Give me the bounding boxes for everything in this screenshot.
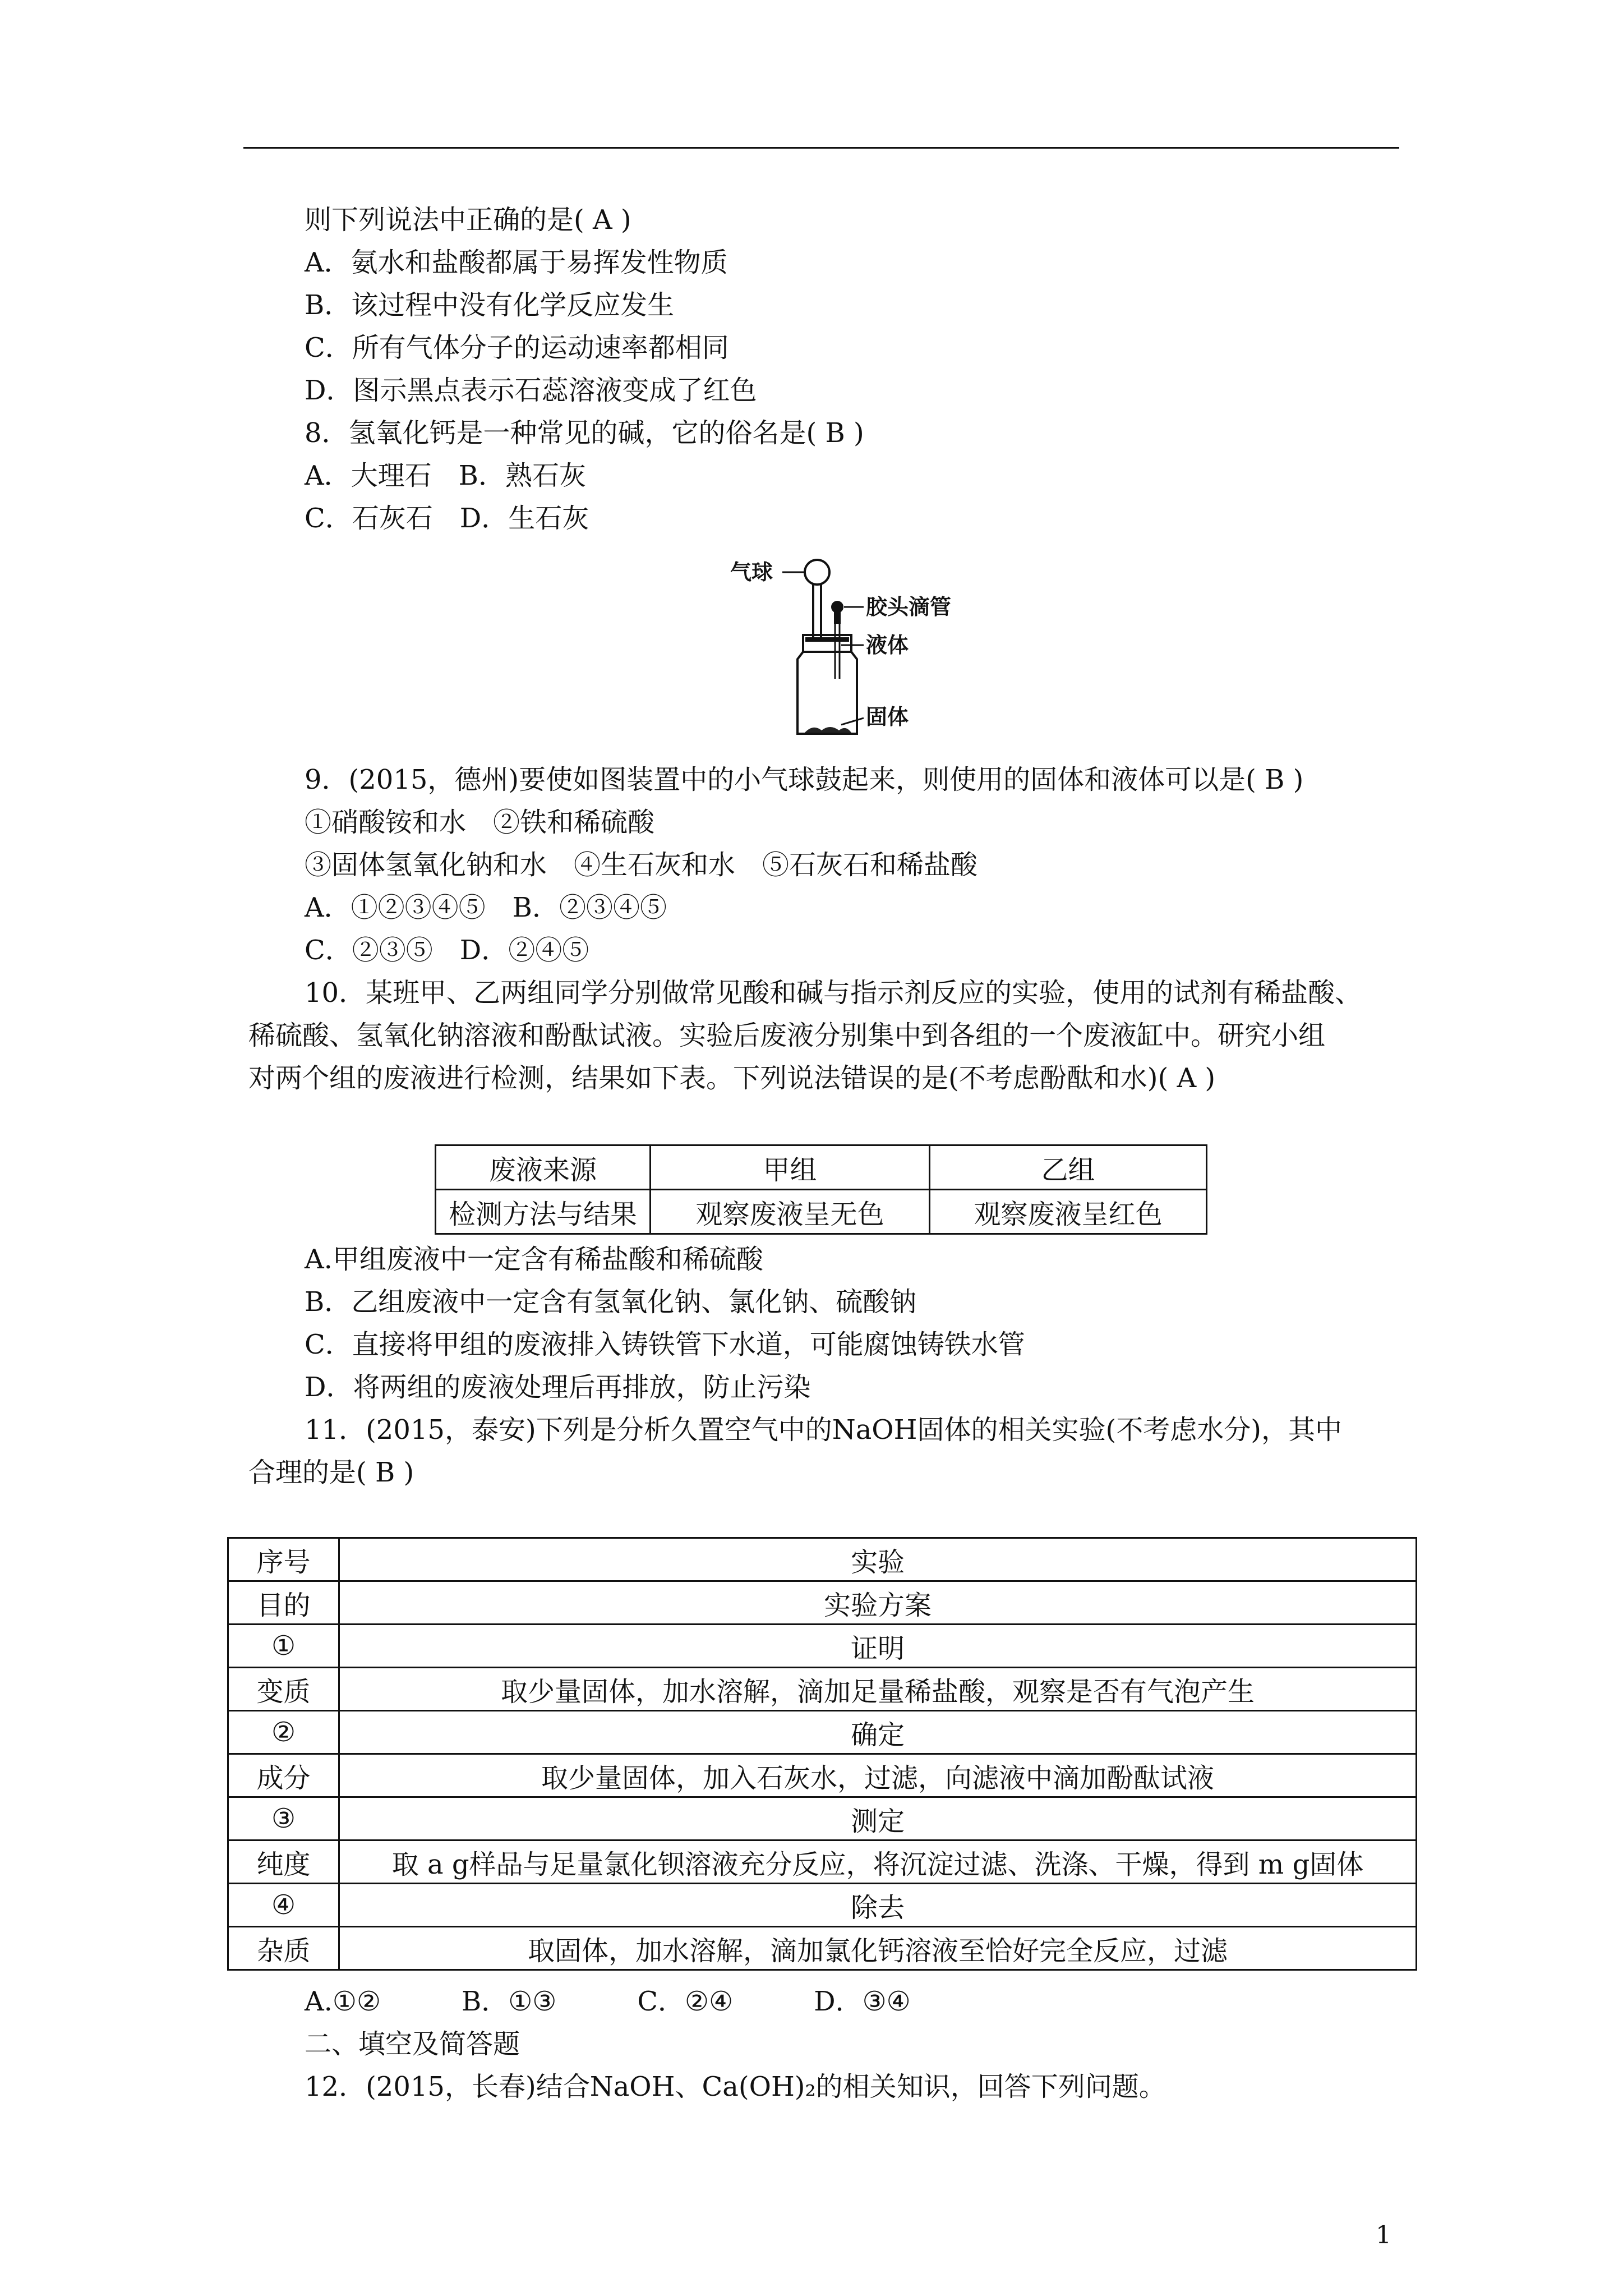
- q7-option-d: D．图示黑点表示石蕊溶液变成了红色: [305, 375, 757, 406]
- header-rule: [243, 147, 1399, 149]
- q7-option-a: A．氨水和盐酸都属于易挥发性物质: [305, 247, 728, 278]
- q8-options-cd: C．石灰石 D．生石灰: [305, 503, 589, 534]
- waste-liquid-table: [435, 1144, 1207, 1235]
- table-cell: 测定: [339, 1797, 1417, 1841]
- q11-stem-line1: 11．(2015，泰安)下列是分析久置空气中的NaOH固体的相关实验(不考虑水分)，其中: [305, 1414, 1342, 1446]
- table-cell: 除去: [339, 1884, 1417, 1927]
- table-row: [228, 1927, 1417, 1970]
- apparatus-figure: [729, 555, 970, 740]
- q9-stem: 9．(2015，德州)要使如图装置中的小气球鼓起来，则使用的固体和液体可以是( B ): [305, 764, 1304, 795]
- q10-option-a: A.甲组废液中一定含有稀盐酸和稀硫酸: [305, 1244, 763, 1275]
- table-cell: ②: [228, 1711, 339, 1754]
- table-cell: ③: [228, 1797, 339, 1841]
- experiment-table: [227, 1537, 1417, 1971]
- table-row: [228, 1884, 1417, 1927]
- table-cell: ④: [228, 1884, 339, 1927]
- table-row: [228, 1754, 1417, 1797]
- table-row: [228, 1841, 1417, 1884]
- label-solid: 固体: [866, 705, 909, 729]
- table-cell: 证明: [339, 1625, 1417, 1668]
- q7-stem: 则下列说法中正确的是( A ): [305, 204, 631, 236]
- q8-stem: 8．氢氧化钙是一种常见的碱，它的俗名是( B ): [305, 417, 864, 449]
- table-cell: 成分: [228, 1754, 339, 1797]
- q9-options-cd: C．②③⑤ D．②④⑤: [305, 935, 589, 966]
- label-balloon: 气球: [730, 560, 773, 585]
- table-cell: 取少量固体，加入石灰水，过滤，向滤液中滴加酚酞试液: [339, 1754, 1417, 1797]
- page-number: 1: [1376, 2221, 1391, 2249]
- table-cell: 废液来源: [436, 1145, 651, 1190]
- table-cell: 实验方案: [339, 1581, 1417, 1625]
- q9-choices-line1: ①硝酸铵和水 ②铁和稀硫酸: [305, 807, 655, 838]
- table-row: [228, 1581, 1417, 1625]
- table-row: [436, 1190, 1207, 1234]
- section-heading: 二、填空及简答题: [305, 2028, 520, 2060]
- q11-stem-line2: 合理的是( B ): [248, 1457, 414, 1488]
- q7-option-b: B．该过程中没有化学反应发生: [305, 289, 675, 321]
- table-cell: 确定: [339, 1711, 1417, 1754]
- q10-option-d: D．将两组的废液处理后再排放，防止污染: [305, 1372, 811, 1403]
- q10-stem-line1: 10．某班甲、乙两组同学分别做常见酸和碱与指示剂反应的实验，使用的试剂有稀盐酸、: [305, 977, 1362, 1009]
- q10-stem-line2: 稀硫酸、氢氧化钠溶液和酚酞试液。实验后废液分别集中到各组的一个废液缸中。研究小组: [248, 1020, 1326, 1051]
- table-row: [228, 1625, 1417, 1668]
- q10-stem-line3: 对两个组的废液进行检测，结果如下表。下列说法错误的是(不考虑酚酞和水)( A ): [248, 1062, 1216, 1094]
- q10-option-b: B．乙组废液中一定含有氢氧化钠、氯化钠、硫酸钠: [305, 1286, 917, 1318]
- table-row: [228, 1668, 1417, 1711]
- q7-option-c: C．所有气体分子的运动速率都相同: [305, 332, 729, 364]
- table-cell: 杂质: [228, 1927, 339, 1970]
- q9-choices-line2: ③固体氢氧化钠和水 ④生石灰和水 ⑤石灰石和稀盐酸: [305, 849, 978, 881]
- q12-stem: 12．(2015，长春)结合NaOH、Ca(OH)₂的相关知识，回答下列问题。: [305, 2071, 1166, 2102]
- table-cell: 观察废液呈无色: [651, 1190, 930, 1234]
- table-cell: 甲组: [651, 1145, 930, 1190]
- table-cell: 检测方法与结果: [436, 1190, 651, 1234]
- table-cell: 取少量固体，加水溶解，滴加足量稀盐酸，观察是否有气泡产生: [339, 1668, 1417, 1711]
- table-cell: 变质: [228, 1668, 339, 1711]
- table-row: [228, 1797, 1417, 1841]
- q8-options-ab: A．大理石 B．熟石灰: [305, 460, 586, 491]
- q11-options: A.①② B．①③ C．②④ D．③④: [305, 1986, 911, 2017]
- label-dropper: 胶头滴管: [866, 595, 952, 619]
- table-cell: 乙组: [930, 1145, 1207, 1190]
- q9-options-ab: A．①②③④⑤ B．②③④⑤: [305, 892, 667, 923]
- table-cell: 取固体，加水溶解，滴加氯化钙溶液至恰好完全反应，过滤: [339, 1927, 1417, 1970]
- table-cell: 观察废液呈红色: [930, 1190, 1207, 1234]
- q10-option-c: C．直接将甲组的废液排入铸铁管下水道，可能腐蚀铸铁水管: [305, 1329, 1025, 1360]
- table-cell: ①: [228, 1625, 339, 1668]
- table-row: [436, 1145, 1207, 1190]
- table-cell: 目的: [228, 1581, 339, 1625]
- table-row: [228, 1538, 1417, 1581]
- table-row: [228, 1711, 1417, 1754]
- table-cell: 纯度: [228, 1841, 339, 1884]
- label-liquid: 液体: [866, 633, 909, 657]
- table-cell: 实验: [339, 1538, 1417, 1581]
- table-cell: 序号: [228, 1538, 339, 1581]
- table-cell: 取 a g样品与足量氯化钡溶液充分反应，将沉淀过滤、洗涤、干燥，得到 m g固体: [339, 1841, 1417, 1884]
